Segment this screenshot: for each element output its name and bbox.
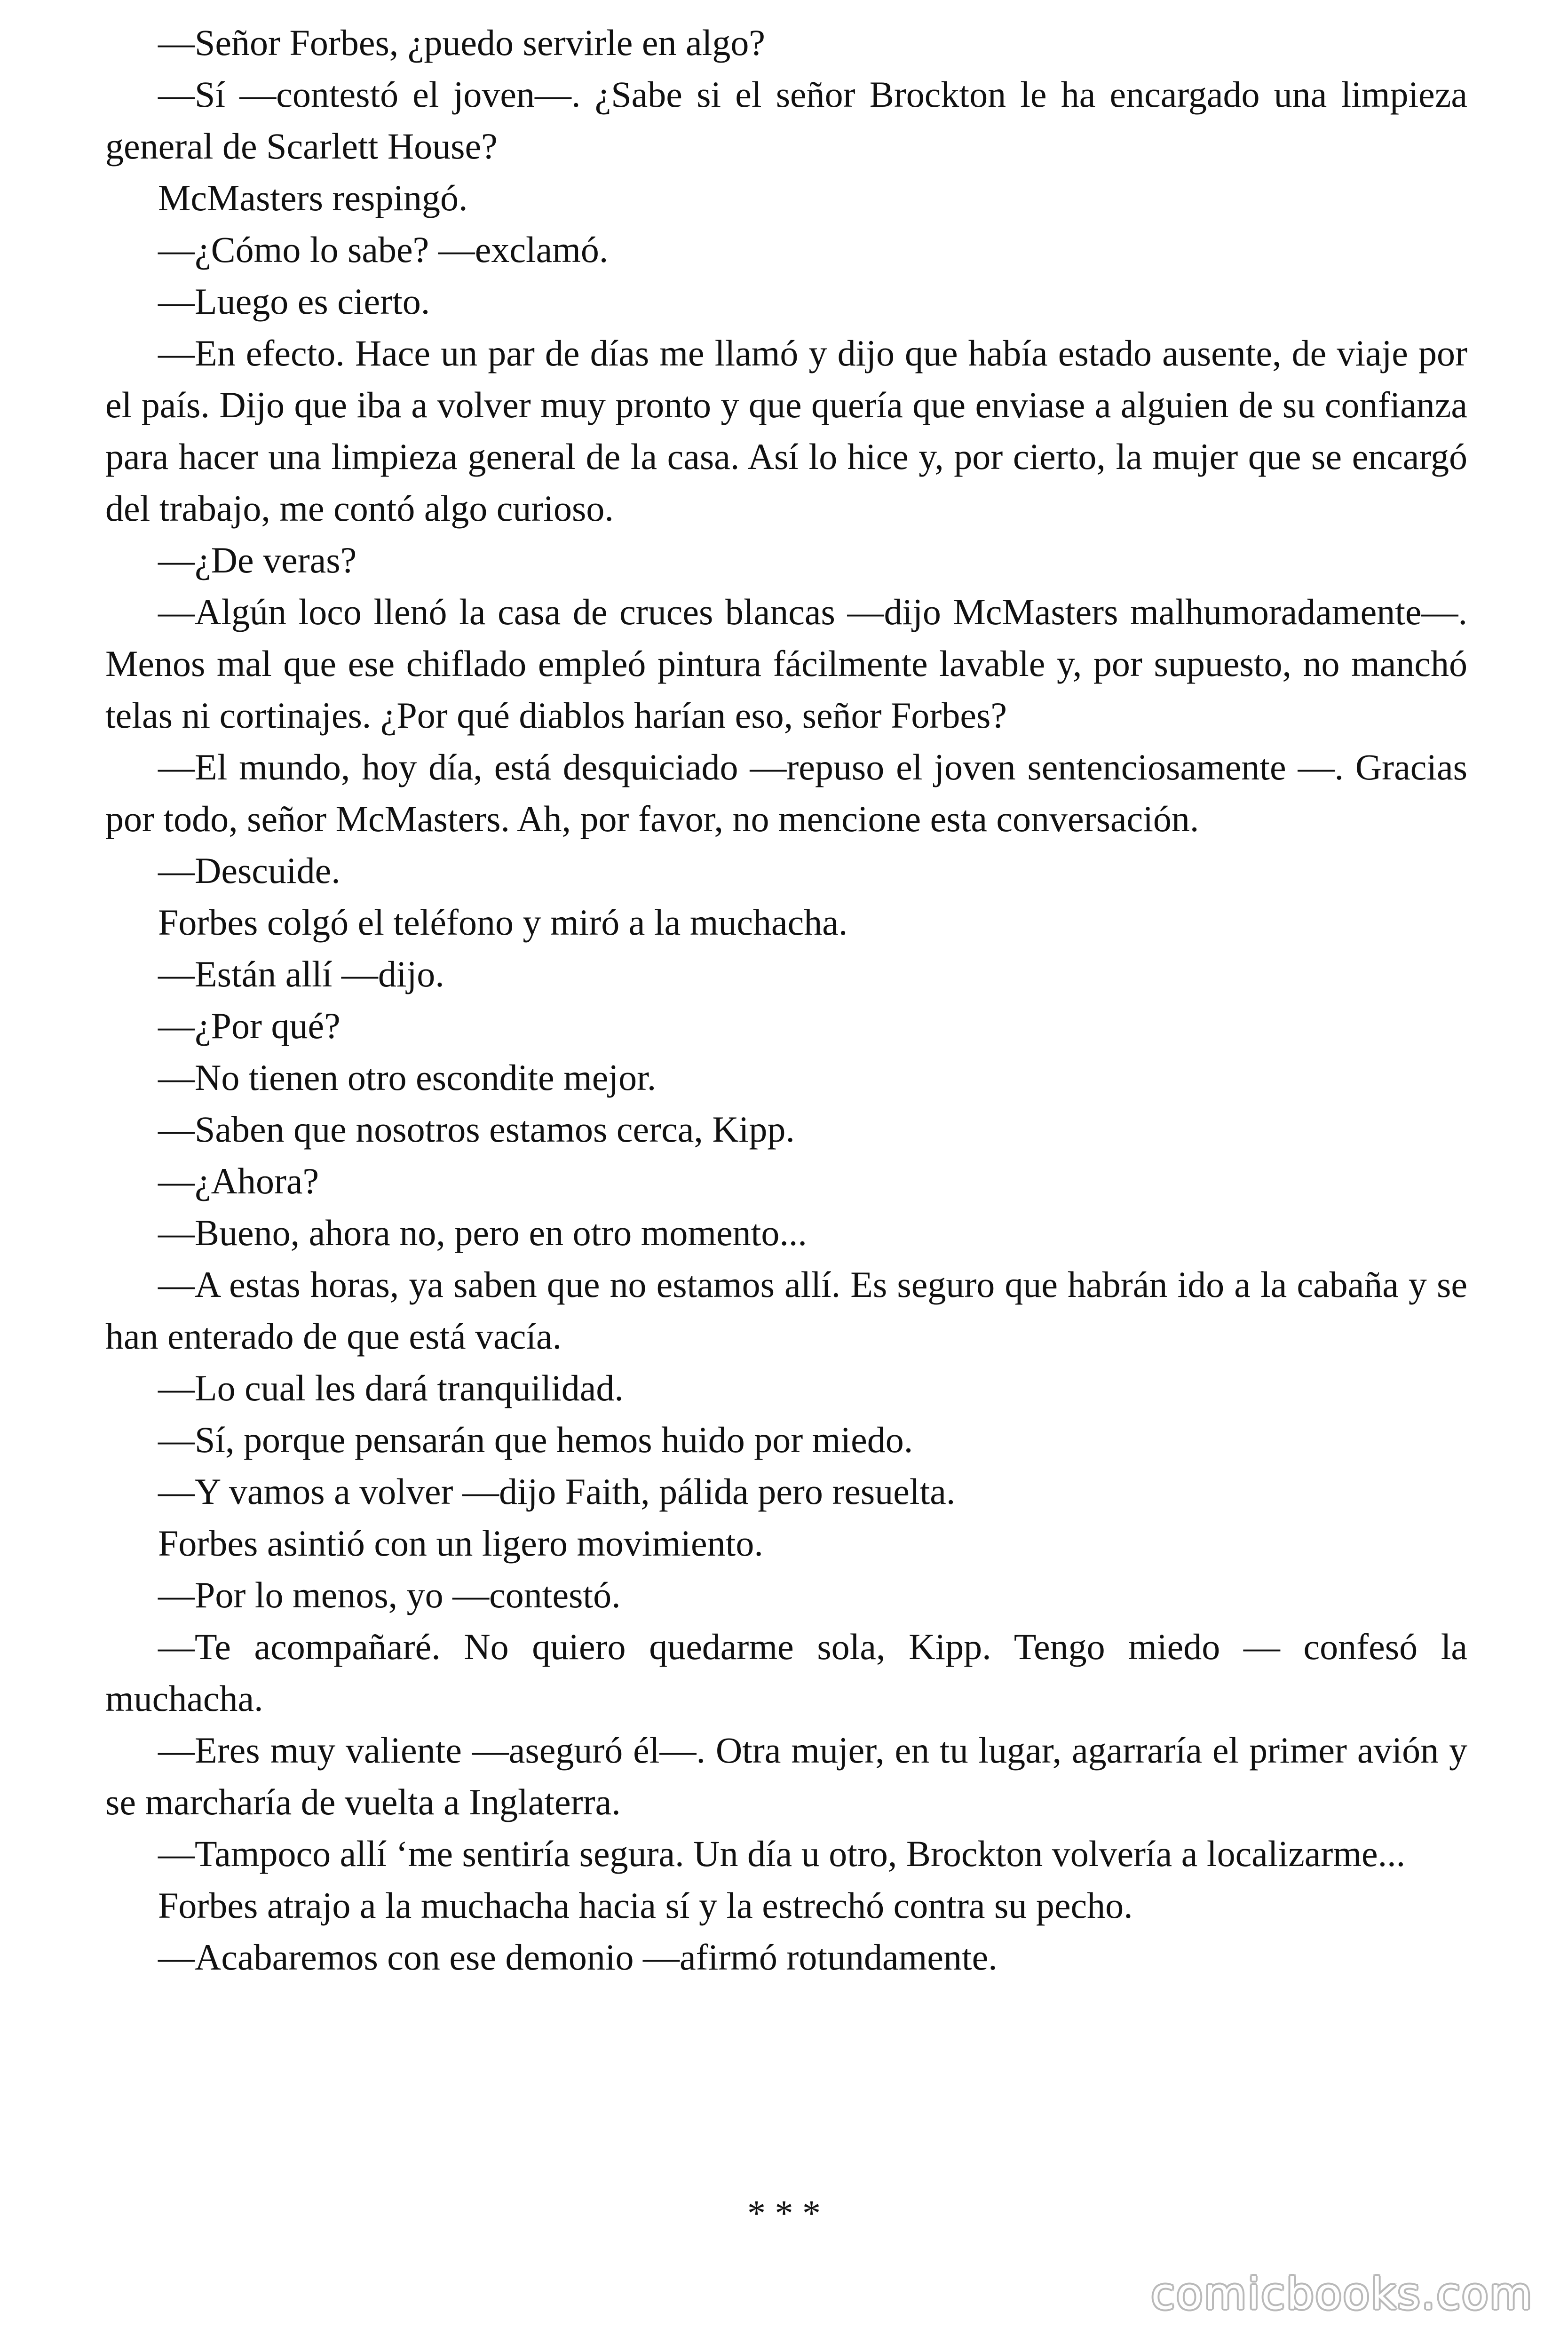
paragraph: —¿De veras? (158, 540, 357, 580)
paragraph: —Bueno, ahora no, pero en otro momento... (158, 1212, 807, 1253)
paragraph: —El mundo, hoy día, está desquiciado —repuso el joven sentenciosamente —. Gracias por todo, señor McMasters. Ah, por favor, no mencione esta conversación. (105, 747, 1467, 839)
body-text (105, 17, 1467, 1983)
paragraph: —Te acompañaré. No quiero quedarme sola, Kipp. Tengo miedo — confesó la muchacha. (105, 1626, 1467, 1719)
paragraph: —Sí, porque pensarán que hemos huido por miedo. (158, 1419, 913, 1460)
paragraph: —Acabaremos con ese demonio —afirmó rotundamente. (158, 1937, 998, 1978)
paragraph: —¿Ahora? (158, 1160, 319, 1201)
paragraph: —Lo cual les dará tranquilidad. (158, 1367, 624, 1408)
paragraph: —Algún loco llenó la casa de cruces blancas —dijo McMasters malhumoradamente—. Menos mal que ese chiflado empleó pintura fácilmente lavable y, por supuesto, no manchó telas ni cortinajes. ¿Por qué diablos harían eso, señor Forbes? (105, 591, 1467, 736)
paragraph: —Están allí —dijo. (158, 954, 444, 994)
paragraph: —¿Por qué? (158, 1005, 341, 1046)
paragraph: —Señor Forbes, ¿puedo servirle en algo? (158, 22, 765, 63)
watermark: comicbooks.com (1151, 2269, 1533, 2319)
paragraph: Forbes asintió con un ligero movimiento. (158, 1523, 763, 1564)
paragraph: Forbes colgó el teléfono y miró a la muchacha. (158, 902, 848, 943)
paragraph: —No tienen otro escondite mejor. (158, 1057, 657, 1098)
paragraph: —Sí —contestó el joven—. ¿Sabe si el señor Brockton le ha encargado una limpieza general de Scarlett House? (105, 74, 1467, 167)
paragraph: —A estas horas, ya saben que no estamos allí. Es seguro que habrán ido a la cabaña y se han enterado de que está vacía. (105, 1264, 1467, 1357)
paragraph: —Y vamos a volver —dijo Faith, pálida pero resuelta. (158, 1471, 956, 1512)
paragraph: —Saben que nosotros estamos cerca, Kipp. (158, 1109, 795, 1150)
paragraph: —Tampoco allí ‘me sentiría segura. Un día u otro, Brockton volvería a localizarme... (158, 1833, 1406, 1874)
paragraph: —¿Cómo lo sabe? —exclamó. (158, 229, 609, 270)
paragraph: —Eres muy valiente —aseguró él—. Otra mujer, en tu lugar, agarraría el primer avión y se marcharía de vuelta a Inglaterra. (105, 1730, 1467, 1822)
paragraph: —Descuide. (158, 850, 341, 891)
paragraph: —Por lo menos, yo —contestó. (158, 1574, 621, 1615)
paragraph: —En efecto. Hace un par de días me llamó y dijo que había estado ausente, de viaje por el país. Dijo que iba a volver muy pronto y que quería que enviase a alguien de su confianza para hacer una limpieza general de la casa. Así lo hice y, por cierto, la mujer que se encargó del trabajo, me contó algo curioso. (105, 333, 1467, 529)
paragraph: —Luego es cierto. (158, 281, 430, 322)
paragraph: Forbes atrajo a la muchacha hacia sí y la estrechó contra su pecho. (158, 1885, 1133, 1926)
paragraph: McMasters respingó. (158, 177, 468, 218)
section-separator: * * * (747, 2193, 821, 2233)
